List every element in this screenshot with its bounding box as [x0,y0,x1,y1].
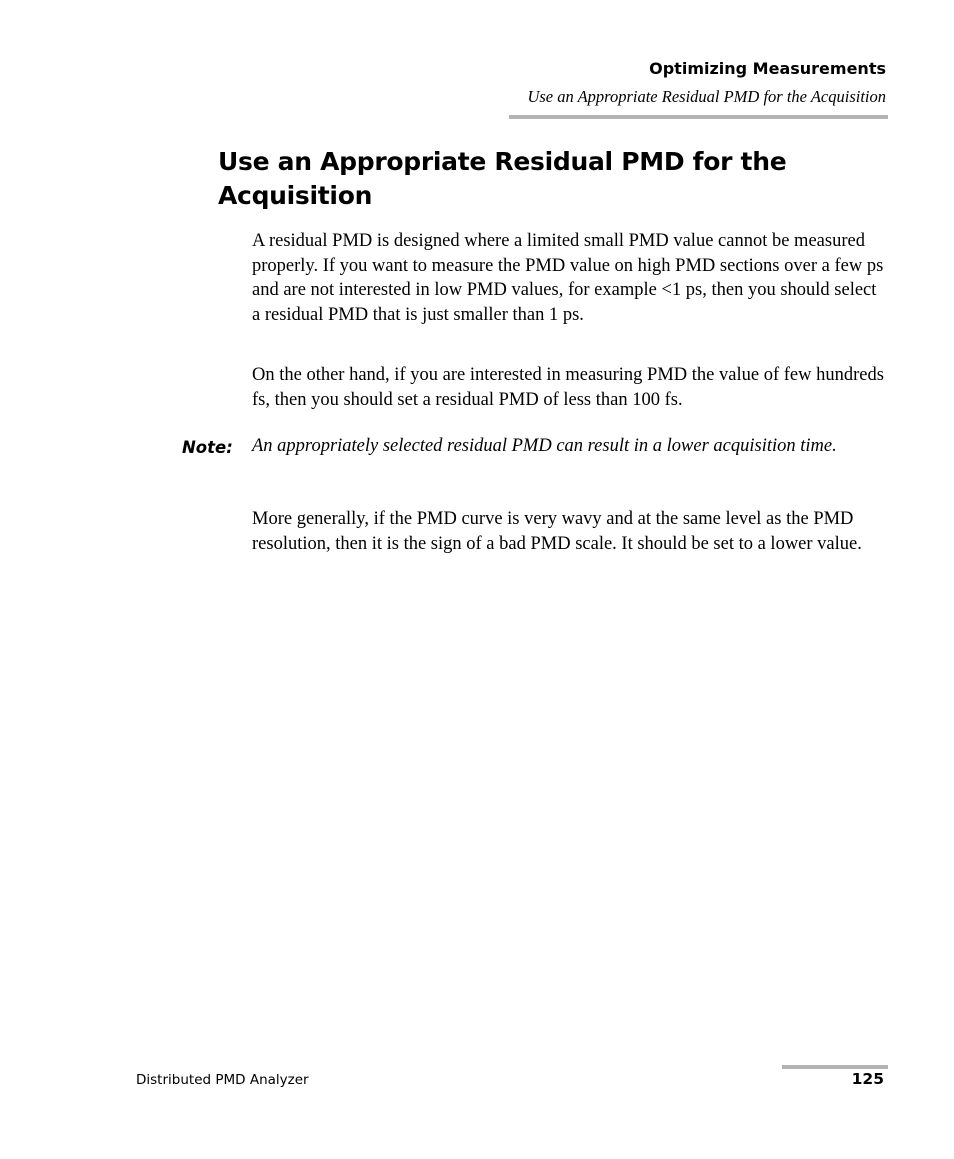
section-subtitle: Use an Appropriate Residual PMD for the Acquisition [527,87,886,106]
section-heading: Use an Appropriate Residual PMD for the Acquisition [218,147,787,210]
note-text: An appropriately selected residual PMD can result in a lower acquisition time. [252,436,837,456]
paragraph-other-hand: On the other hand, if you are interested in measuring PMD the value of few hundreds fs, then you should set a residual PMD of less than 100 fs. [252,365,884,410]
chapter-title: Optimizing Measurements [649,59,886,78]
page-number: 125 [851,1070,884,1088]
note-label: Note: [182,438,233,457]
paragraph-more-generally: More generally, if the PMD curve is very wavy and at the same level as the PMD resolution, then it is the sign of a bad PMD scale. It should be set to a lower value. [252,509,862,554]
running-header [527,58,886,108]
footer-document-title: Distributed PMD Analyzer [136,1072,309,1088]
paragraph-residual-pmd: A residual PMD is designed where a limited small PMD value cannot be measured properly. If you want to measure the PMD value on high PMD sections over a few ps and are not interested in low PMD values, for example <1 ps, then you should select a residual PMD that is just smaller than 1 ps. [252,231,884,325]
header-rule [509,115,888,119]
